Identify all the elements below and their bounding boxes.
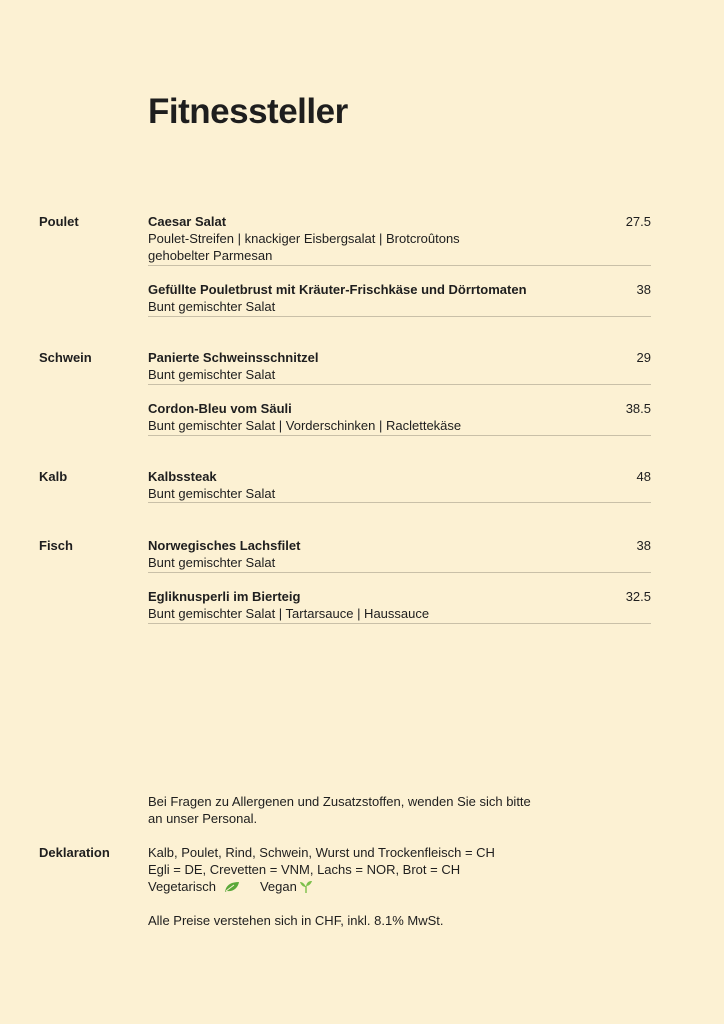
item-description: Bunt gemischter Salat | Vorderschinken | Raclettekäse	[148, 418, 462, 433]
declaration-line-2: Egli = DE, Crevetten = VNM, Lachs = NOR, Brot = CH	[148, 862, 461, 877]
item-price: 38.5	[625, 401, 651, 416]
category-fisch: Fisch	[39, 538, 73, 553]
price-note: Alle Preise verstehen sich in CHF, inkl. 8.1% MwSt.	[148, 913, 444, 928]
item-description: Poulet-Streifen | knackiger Eisbergsalat | Brotcroûtons	[148, 231, 460, 246]
menu-item-caesar-salat	[148, 213, 651, 266]
item-description: Bunt gemischter Salat	[148, 367, 276, 382]
menu-item-cordon-bleu	[148, 400, 651, 436]
menu-item-pouletbrust	[148, 281, 651, 317]
allergen-notice-line-1: Bei Fragen zu Allergenen und Zusatzstoffen, wenden Sie sich bitte	[148, 794, 531, 809]
item-name: Kalbssteak	[148, 469, 217, 484]
item-description: Bunt gemischter Salat	[148, 299, 276, 314]
item-description: Bunt gemischter Salat	[148, 555, 276, 570]
vegan-label: Vegan	[259, 879, 297, 894]
menu-item-schweinsschnitzel	[148, 349, 651, 385]
declaration-line-1: Kalb, Poulet, Rind, Schwein, Wurst und Trockenfleisch = CH	[148, 845, 495, 860]
vegetarian-label: Vegetarisch	[148, 879, 216, 894]
declaration-label: Deklaration	[39, 845, 110, 860]
item-price: 48	[636, 469, 651, 484]
item-name: Gefüllte Pouletbrust mit Kräuter-Frischkäse und Dörrtomaten	[148, 282, 527, 297]
leaf-icon	[223, 881, 240, 893]
item-name: Caesar Salat	[148, 214, 227, 229]
item-price: 29	[636, 350, 651, 365]
item-description: Bunt gemischter Salat | Tartarsauce | Haussauce	[148, 606, 430, 621]
item-price: 32.5	[625, 589, 651, 604]
allergen-notice-line-2: an unser Personal.	[148, 811, 258, 826]
item-price: 38	[636, 538, 651, 553]
diet-legend	[148, 878, 312, 895]
allergen-notice	[148, 793, 628, 827]
menu-item-lachsfilet	[148, 537, 651, 573]
declaration-text	[148, 844, 628, 878]
page-title: Fitnessteller	[148, 92, 348, 131]
category-schwein: Schwein	[39, 350, 92, 365]
category-kalb: Kalb	[39, 469, 68, 484]
item-name: Norwegisches Lachsfilet	[148, 538, 301, 553]
menu-item-egliknusperli	[148, 588, 651, 624]
sprout-icon	[300, 880, 312, 894]
menu-item-kalbssteak	[148, 468, 651, 503]
item-price: 27.5	[625, 214, 651, 229]
item-price: 38	[636, 282, 651, 297]
item-description: Bunt gemischter Salat	[148, 486, 276, 501]
category-poulet: Poulet	[39, 214, 79, 229]
item-name: Panierte Schweinsschnitzel	[148, 350, 319, 365]
item-description-2: gehobelter Parmesan	[148, 248, 273, 263]
item-name: Cordon-Bleu vom Säuli	[148, 401, 292, 416]
item-name: Egliknusperli im Bierteig	[148, 589, 301, 604]
